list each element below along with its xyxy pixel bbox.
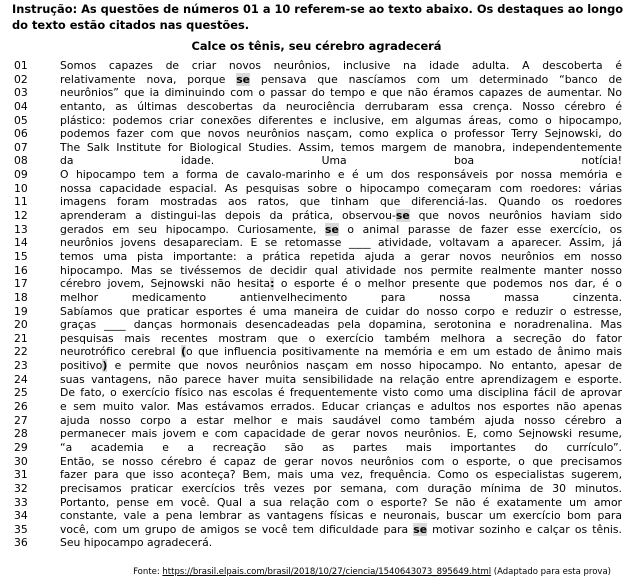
- line-number: 32: [14, 481, 28, 495]
- line-number: 05: [14, 113, 28, 127]
- line-text: [60, 154, 622, 168]
- text-segment: The Salk Institute for Biological Studies. Assim, temos margem de manobra, independentemente: [60, 140, 622, 154]
- text-line: [14, 250, 622, 264]
- line-text: [60, 141, 622, 155]
- line-text: [60, 277, 622, 291]
- line-number: 18: [14, 290, 28, 304]
- text-line: [14, 141, 622, 155]
- line-text: [60, 236, 622, 250]
- text-segment: neurônios” que ia diminuindo com o passar do tempo e que não éramos capazes de aumentar. No: [60, 86, 622, 100]
- text-line: [14, 441, 622, 455]
- line-number: 20: [14, 318, 28, 332]
- line-text: [60, 345, 622, 359]
- text-segment: da idade. Uma boa notícia!: [60, 154, 622, 168]
- line-text: [60, 332, 622, 346]
- text-segment: e permite que novos neurônios nasçam em nosso hipocampo. No entanto, apesar de: [107, 359, 622, 373]
- line-number: 09: [14, 168, 28, 182]
- line-text: [60, 455, 622, 469]
- text-segment: pensava que nascíamos com um determinado “banco de: [250, 72, 622, 86]
- source-link[interactable]: https://brasil.elpais.com/brasil/2018/10/27/ciencia/1540643073_895649.html: [162, 567, 492, 577]
- line-text: [60, 209, 622, 223]
- line-number: 12: [14, 209, 28, 223]
- text-segment: relativamente nova, porque: [60, 72, 237, 86]
- line-text: [60, 291, 622, 305]
- text-segment: entanto, as últimas descobertas da neurociência derrubaram essa crença. Nosso cérebro é: [60, 99, 622, 113]
- line-text: [60, 359, 622, 373]
- highlighted-term: :: [270, 277, 275, 291]
- text-line: [14, 523, 622, 537]
- text-line: [14, 114, 622, 128]
- text-segment: nossa capacidade espacial. As pesquisas sobre o hipocampo começaram com roedores: várias: [60, 181, 622, 195]
- line-text: [60, 386, 622, 400]
- text-segment: melhor medicamento antienvelhecimento para nossa massa cinzenta.: [60, 290, 622, 304]
- text-segment: Somos capazes de criar novos neurônios, inclusive na idade adulta. A descoberta é: [60, 59, 622, 72]
- line-number: 33: [14, 495, 28, 509]
- line-number: 04: [14, 99, 28, 113]
- line-number: 02: [14, 72, 28, 86]
- text-line: [14, 154, 622, 168]
- line-text: [60, 305, 622, 319]
- text-line: [14, 100, 622, 114]
- highlighted-term: se: [395, 209, 410, 223]
- line-text: [60, 250, 622, 264]
- text-line: [14, 455, 622, 469]
- text-segment: pesquisas mais recentes mostram que o exercício também melhora a secreção do fator: [60, 331, 622, 345]
- text-line: [14, 236, 622, 250]
- line-text: [60, 509, 622, 523]
- text-segment: precisamos praticar exercícios três vezes por semana, com duração mínima de 30 minutos.: [60, 481, 622, 495]
- line-number: 24: [14, 372, 28, 386]
- line-number: 17: [14, 277, 28, 291]
- line-text: [60, 536, 622, 550]
- line-text: [60, 195, 622, 209]
- line-number: 34: [14, 509, 28, 523]
- text-segment: Sabíamos que praticar esportes é uma maneira de cuidar do nosso corpo e reduzir o estresse,: [60, 304, 622, 318]
- line-number: 08: [14, 154, 28, 168]
- text-segment: suas vantagens, não parece haver muita sensibilidade na relação entre aprendizagem e esporte.: [60, 372, 622, 386]
- line-number: 26: [14, 400, 28, 414]
- text-segment: Então, se nosso cérebro é capaz de gerar novos neurônios com o esporte, o que precisamos: [60, 454, 622, 468]
- text-segment: imagens foram mostradas aos ratos, que tinham que diferenciá-las. Quando os roedores: [60, 195, 622, 209]
- text-segment: plástico: podemos criar conexões diferentes e inclusive, em algumas áreas, como o hipocampo,: [60, 113, 622, 127]
- line-number: 36: [14, 536, 28, 550]
- text-line: [14, 182, 622, 196]
- line-number: 22: [14, 345, 28, 359]
- line-number: 31: [14, 468, 28, 482]
- line-text: [60, 127, 622, 141]
- text-segment: graças ____ danças hormonais desencadeadas pela dopamina, serotonina e noradrenalina. Mas: [60, 318, 622, 332]
- line-number: 30: [14, 454, 28, 468]
- line-number: 14: [14, 236, 28, 250]
- text-line: [14, 73, 622, 87]
- source-citation: [0, 566, 611, 578]
- line-number: 35: [14, 522, 28, 536]
- highlighted-term: se: [236, 72, 250, 86]
- text-line: [14, 86, 622, 100]
- text-line: [14, 386, 622, 400]
- text-line: [14, 345, 622, 359]
- text-line: [14, 536, 622, 550]
- line-text: [60, 223, 622, 237]
- text-segment: temos uma pista importante: a prática repetida ajuda a gerar novos neurônios em nosso: [60, 249, 622, 263]
- text-line: [14, 305, 622, 319]
- text-line: [14, 168, 622, 182]
- line-text: [60, 523, 622, 537]
- line-number: 03: [14, 86, 28, 100]
- line-text: [60, 182, 622, 196]
- line-text: [60, 414, 622, 428]
- text-segment: motivar sozinho e calçar os tênis.: [427, 522, 622, 536]
- line-number: 25: [14, 386, 28, 400]
- text-segment: neurônios jovens desapareciam. E se retomasse ____ atividade, voltavam a aparecer. Assim, já: [60, 236, 622, 250]
- highlighted-term: se: [413, 522, 428, 536]
- line-text: [60, 59, 622, 73]
- highlighted-term: se: [325, 222, 339, 236]
- text-line: [14, 400, 622, 414]
- text-segment: aprenderam a distingui-las depois da prática, observou-: [60, 209, 396, 223]
- line-text: [60, 264, 622, 278]
- text-line: [14, 373, 622, 387]
- line-number: 10: [14, 181, 28, 195]
- text-line: [14, 209, 622, 223]
- text-segment: neurotrófico cerebral: [60, 345, 182, 359]
- text-segment: o esporte é o melhor presente que podemos nos dar, é o: [274, 277, 622, 291]
- line-number: 11: [14, 195, 28, 209]
- text-segment: “a academia e a recreação são as partes mais importantes do currículo”.: [60, 440, 622, 454]
- text-segment: você, com um grupo de amigos se você tem dificuldade para: [60, 522, 414, 536]
- text-segment: De fato, o exercício físico nas escolas é frequentemente visto como uma disciplina fácil de aprovar: [60, 386, 622, 400]
- line-number: 21: [14, 331, 28, 345]
- line-number: 23: [14, 359, 28, 373]
- line-number: 15: [14, 249, 28, 263]
- text-segment: O hipocampo tem a forma de cavalo-marinho e é um dos responsáveis por nossa memória e: [60, 168, 622, 182]
- text-line: [14, 482, 622, 496]
- text-line: [14, 318, 622, 332]
- line-text: [60, 496, 622, 510]
- line-text: [60, 441, 622, 455]
- text-segment: cérebro jovem, Sejnowski não hesita: [60, 277, 271, 291]
- text-line: [14, 277, 622, 291]
- line-number: 06: [14, 127, 28, 141]
- line-text: [60, 100, 622, 114]
- text-line: [14, 264, 622, 278]
- text-line: [14, 427, 622, 441]
- text-segment: permanecer mais jovem e com capacidade de gerar novos neurônios. E, como Sejnowski resume,: [60, 427, 622, 441]
- text-line: [14, 59, 622, 73]
- text-segment: constante, vale a pena lembrar as vantagens físicas e neuronais, buscar um exercício bom para: [60, 509, 622, 523]
- text-segment: o animal parasse de fazer esse exercício, os: [338, 222, 622, 236]
- line-text: [60, 73, 622, 87]
- line-text: [60, 318, 622, 332]
- source-suffix: (Adaptado para esta prova): [491, 567, 611, 577]
- line-text: [60, 400, 622, 414]
- line-number: 13: [14, 222, 28, 236]
- text-line: [14, 359, 622, 373]
- text-segment: fazer para que isso aconteça? Bem, mais uma vez, frequência. Como os especialistas sugerem,: [60, 468, 622, 482]
- highlighted-term: (: [181, 345, 186, 359]
- text-line: [14, 509, 622, 523]
- instruction-text: Instrução: As questões de números 01 a 10 referem-se ao texto abaixo. Os destaques ao longo do texto estão citados nas questões.: [12, 2, 624, 32]
- line-text: [60, 427, 622, 441]
- line-text: [60, 482, 622, 496]
- line-text: [60, 373, 622, 387]
- numbered-text-body: [14, 59, 622, 550]
- line-number: 27: [14, 413, 28, 427]
- text-line: [14, 332, 622, 346]
- line-text: [60, 468, 622, 482]
- text-line: [14, 195, 622, 209]
- text-segment: ajuda nosso corpo a estar melhor e mais saudável como também ajuda nosso cérebro a: [60, 413, 622, 427]
- line-number: 16: [14, 263, 28, 277]
- line-number: 07: [14, 140, 28, 154]
- source-prefix: Fonte:: [133, 567, 163, 577]
- text-line: [14, 127, 622, 141]
- text-segment: Seu hipocampo agradecerá.: [60, 536, 213, 550]
- line-number: 19: [14, 304, 28, 318]
- text-segment: o que influencia positivamente na memória e em um estado de ânimo mais: [185, 345, 622, 359]
- line-text: [60, 168, 622, 182]
- line-text: [60, 86, 622, 100]
- text-line: [14, 414, 622, 428]
- text-segment: que novos neurônios haviam sido: [409, 209, 622, 223]
- line-text: [60, 114, 622, 128]
- text-segment: e sem muito valor. Mas estávamos errados. Educar crianças e adultos nos esportes não apenas: [60, 400, 622, 414]
- text-title: Calce os tênis, seu cérebro agradecerá: [191, 39, 442, 53]
- text-line: [14, 468, 622, 482]
- text-line: [14, 291, 622, 305]
- text-line: [14, 496, 622, 510]
- text-segment: Portanto, pense em você. Qual a sua relação com o esporte? Se não é exatamente um amor: [60, 495, 622, 509]
- text-segment: hipocampo. Mas se tivéssemos de decidir qual atividade nos permite realmente manter nosso: [60, 263, 622, 277]
- text-segment: podemos fazer com que novos neurônios nasçam, como explica o professor Terry Sejnowski, do: [60, 127, 622, 141]
- line-number: 28: [14, 427, 28, 441]
- highlighted-term: ): [102, 359, 108, 373]
- line-number: 01: [14, 59, 28, 72]
- line-number: 29: [14, 440, 28, 454]
- text-segment: positivo: [60, 359, 103, 373]
- text-line: [14, 223, 622, 237]
- text-segment: gerados em seu hipocampo. Curiosamente,: [60, 222, 326, 236]
